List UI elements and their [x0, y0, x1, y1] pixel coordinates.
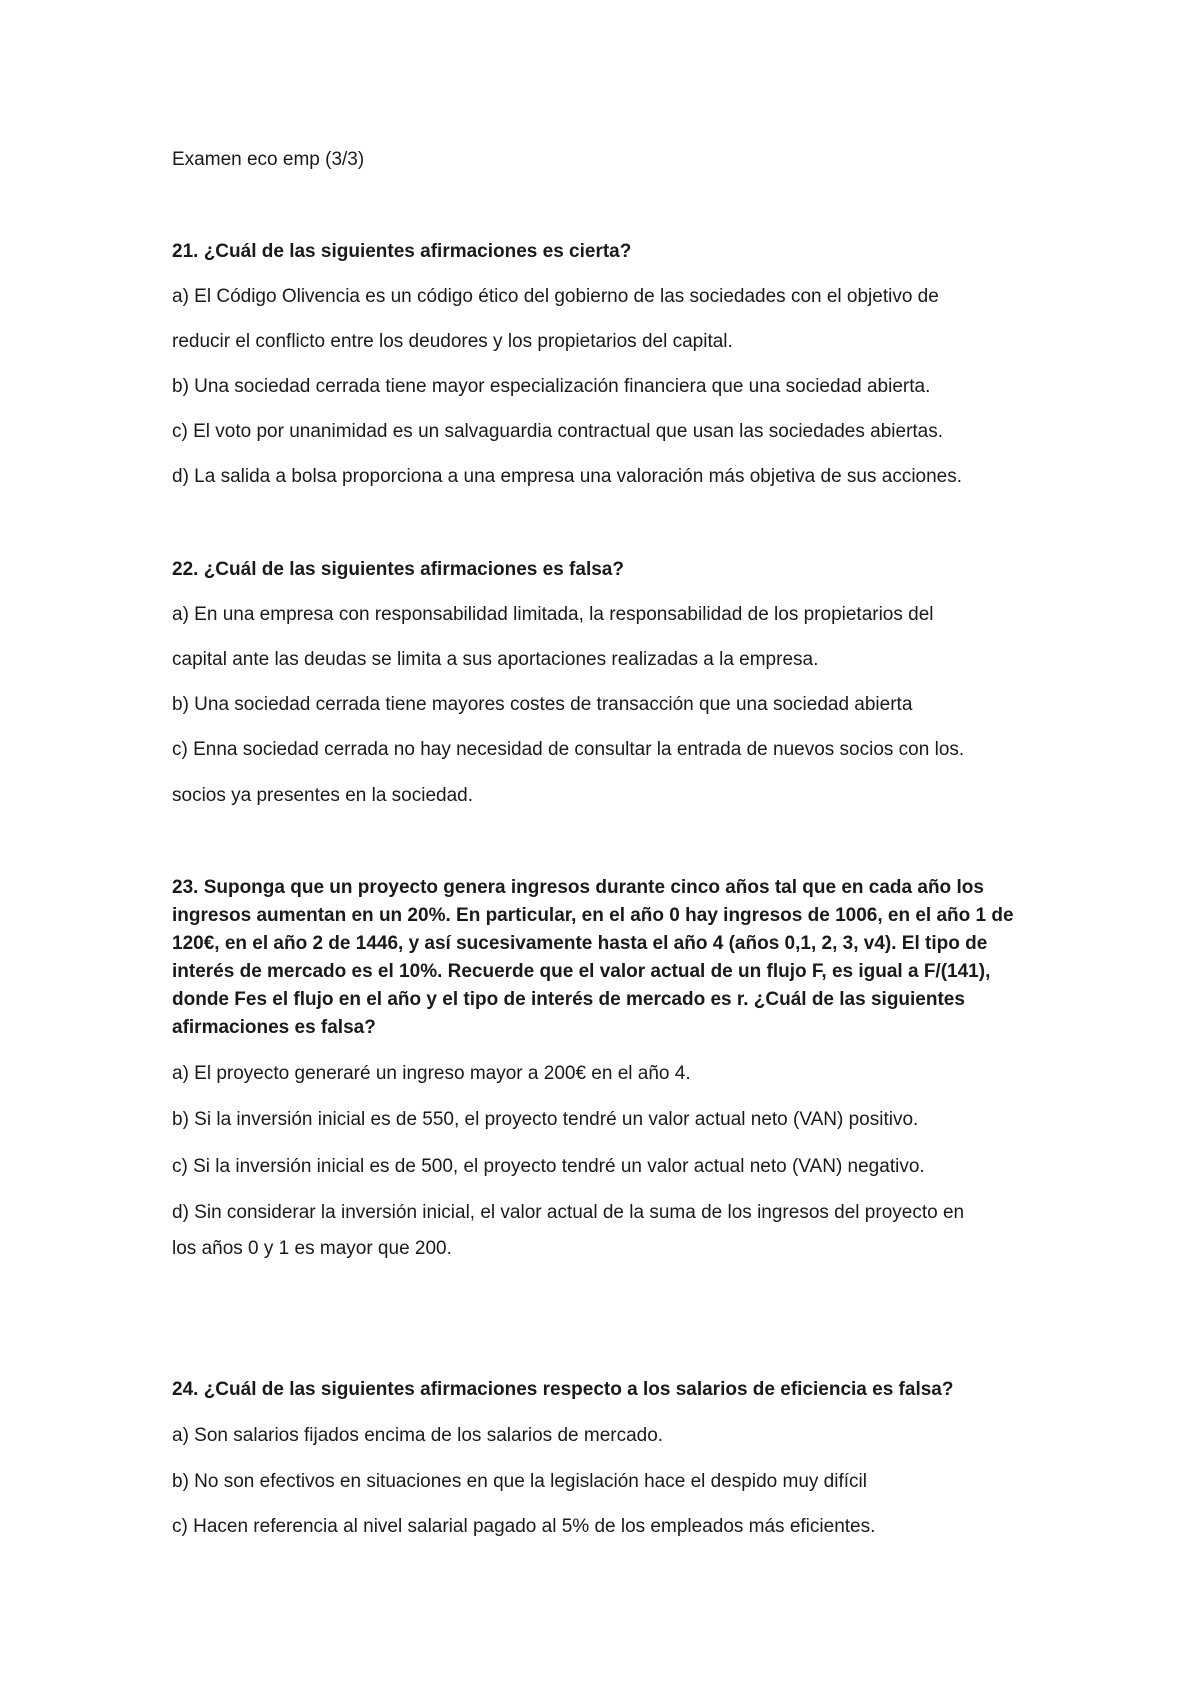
question-24-option-c: c) Hacen referencia al nivel salarial pagado al 5% de los empleados más eficientes. [172, 1516, 876, 1537]
question-23-text-line2: ingresos aumentan en un 20%. En particular, en el año 0 hay ingresos de 1006, en el año 1 de [172, 905, 1014, 926]
question-23-text-line5: donde Fes el flujo en el año y el tipo de interés de mercado es r. ¿Cuál de las siguientes [172, 989, 965, 1010]
question-24-option-b: b) No son efectivos en situaciones en que la legislación hace el despido muy difícil [172, 1471, 867, 1492]
question-23-text-line6: afirmaciones es falsa? [172, 1017, 376, 1038]
question-22-option-a-line1: a) En una empresa con responsabilidad limitada, la responsabilidad de los propietarios del [172, 604, 934, 625]
question-21-text: 21. ¿Cuál de las siguientes afirmaciones es cierta? [172, 241, 632, 262]
question-22-option-b: b) Una sociedad cerrada tiene mayores costes de transacción que una sociedad abierta [172, 694, 913, 715]
question-21-option-c: c) El voto por unanimidad es un salvaguardia contractual que usan las sociedades abiertas. [172, 421, 944, 442]
question-22-text: 22. ¿Cuál de las siguientes afirmaciones es falsa? [172, 559, 624, 580]
question-23-option-d-line1: d) Sin considerar la inversión inicial, el valor actual de la suma de los ingresos del proyecto en [172, 1202, 965, 1223]
question-21-option-d: d) La salida a bolsa proporciona a una empresa una valoración más objetiva de sus acciones. [172, 466, 963, 487]
question-23-text-line1: 23. Suponga que un proyecto genera ingresos durante cinco años tal que en cada año los [172, 877, 984, 898]
question-21-option-a-line1: a) El Código Olivencia es un código ético del gobierno de las sociedades con el objetivo de [172, 286, 939, 307]
question-21-option-b: b) Una sociedad cerrada tiene mayor especialización financiera que una sociedad abierta. [172, 376, 931, 397]
document-title: Examen eco emp (3/3) [172, 149, 365, 170]
question-23-option-c: c) Si la inversión inicial es de 500, el proyecto tendré un valor actual neto (VAN) negativo. [172, 1156, 925, 1177]
question-22-option-c-line2: socios ya presentes en la sociedad. [172, 785, 474, 806]
question-23-option-b: b) Si la inversión inicial es de 550, el proyecto tendré un valor actual neto (VAN) positivo. [172, 1109, 919, 1130]
question-21-option-a-line2: reducir el conflicto entre los deudores y los propietarios del capital. [172, 331, 733, 352]
question-23-option-a: a) El proyecto generaré un ingreso mayor a 200€ en el año 4. [172, 1063, 691, 1084]
question-22-option-a-line2: capital ante las deudas se limita a sus aportaciones realizadas a la empresa. [172, 649, 819, 670]
question-23-option-d-line2: los años 0 y 1 es mayor que 200. [172, 1238, 452, 1259]
document-page [172, 0, 1052, 1698]
question-24-option-a: a) Son salarios fijados encima de los salarios de mercado. [172, 1425, 664, 1446]
question-24-text: 24. ¿Cuál de las siguientes afirmaciones respecto a los salarios de eficiencia es falsa? [172, 1379, 954, 1400]
question-22-option-c-line1: c) Enna sociedad cerrada no hay necesidad de consultar la entrada de nuevos socios con los. [172, 739, 965, 760]
question-23-text-line4: interés de mercado es el 10%. Recuerde que el valor actual de un flujo F, es igual a F/(141), [172, 961, 991, 982]
question-23-text-line3: 120€, en el año 2 de 1446, y así sucesivamente hasta el año 4 (años 0,1, 2, 3, v4). El tipo de [172, 933, 988, 954]
